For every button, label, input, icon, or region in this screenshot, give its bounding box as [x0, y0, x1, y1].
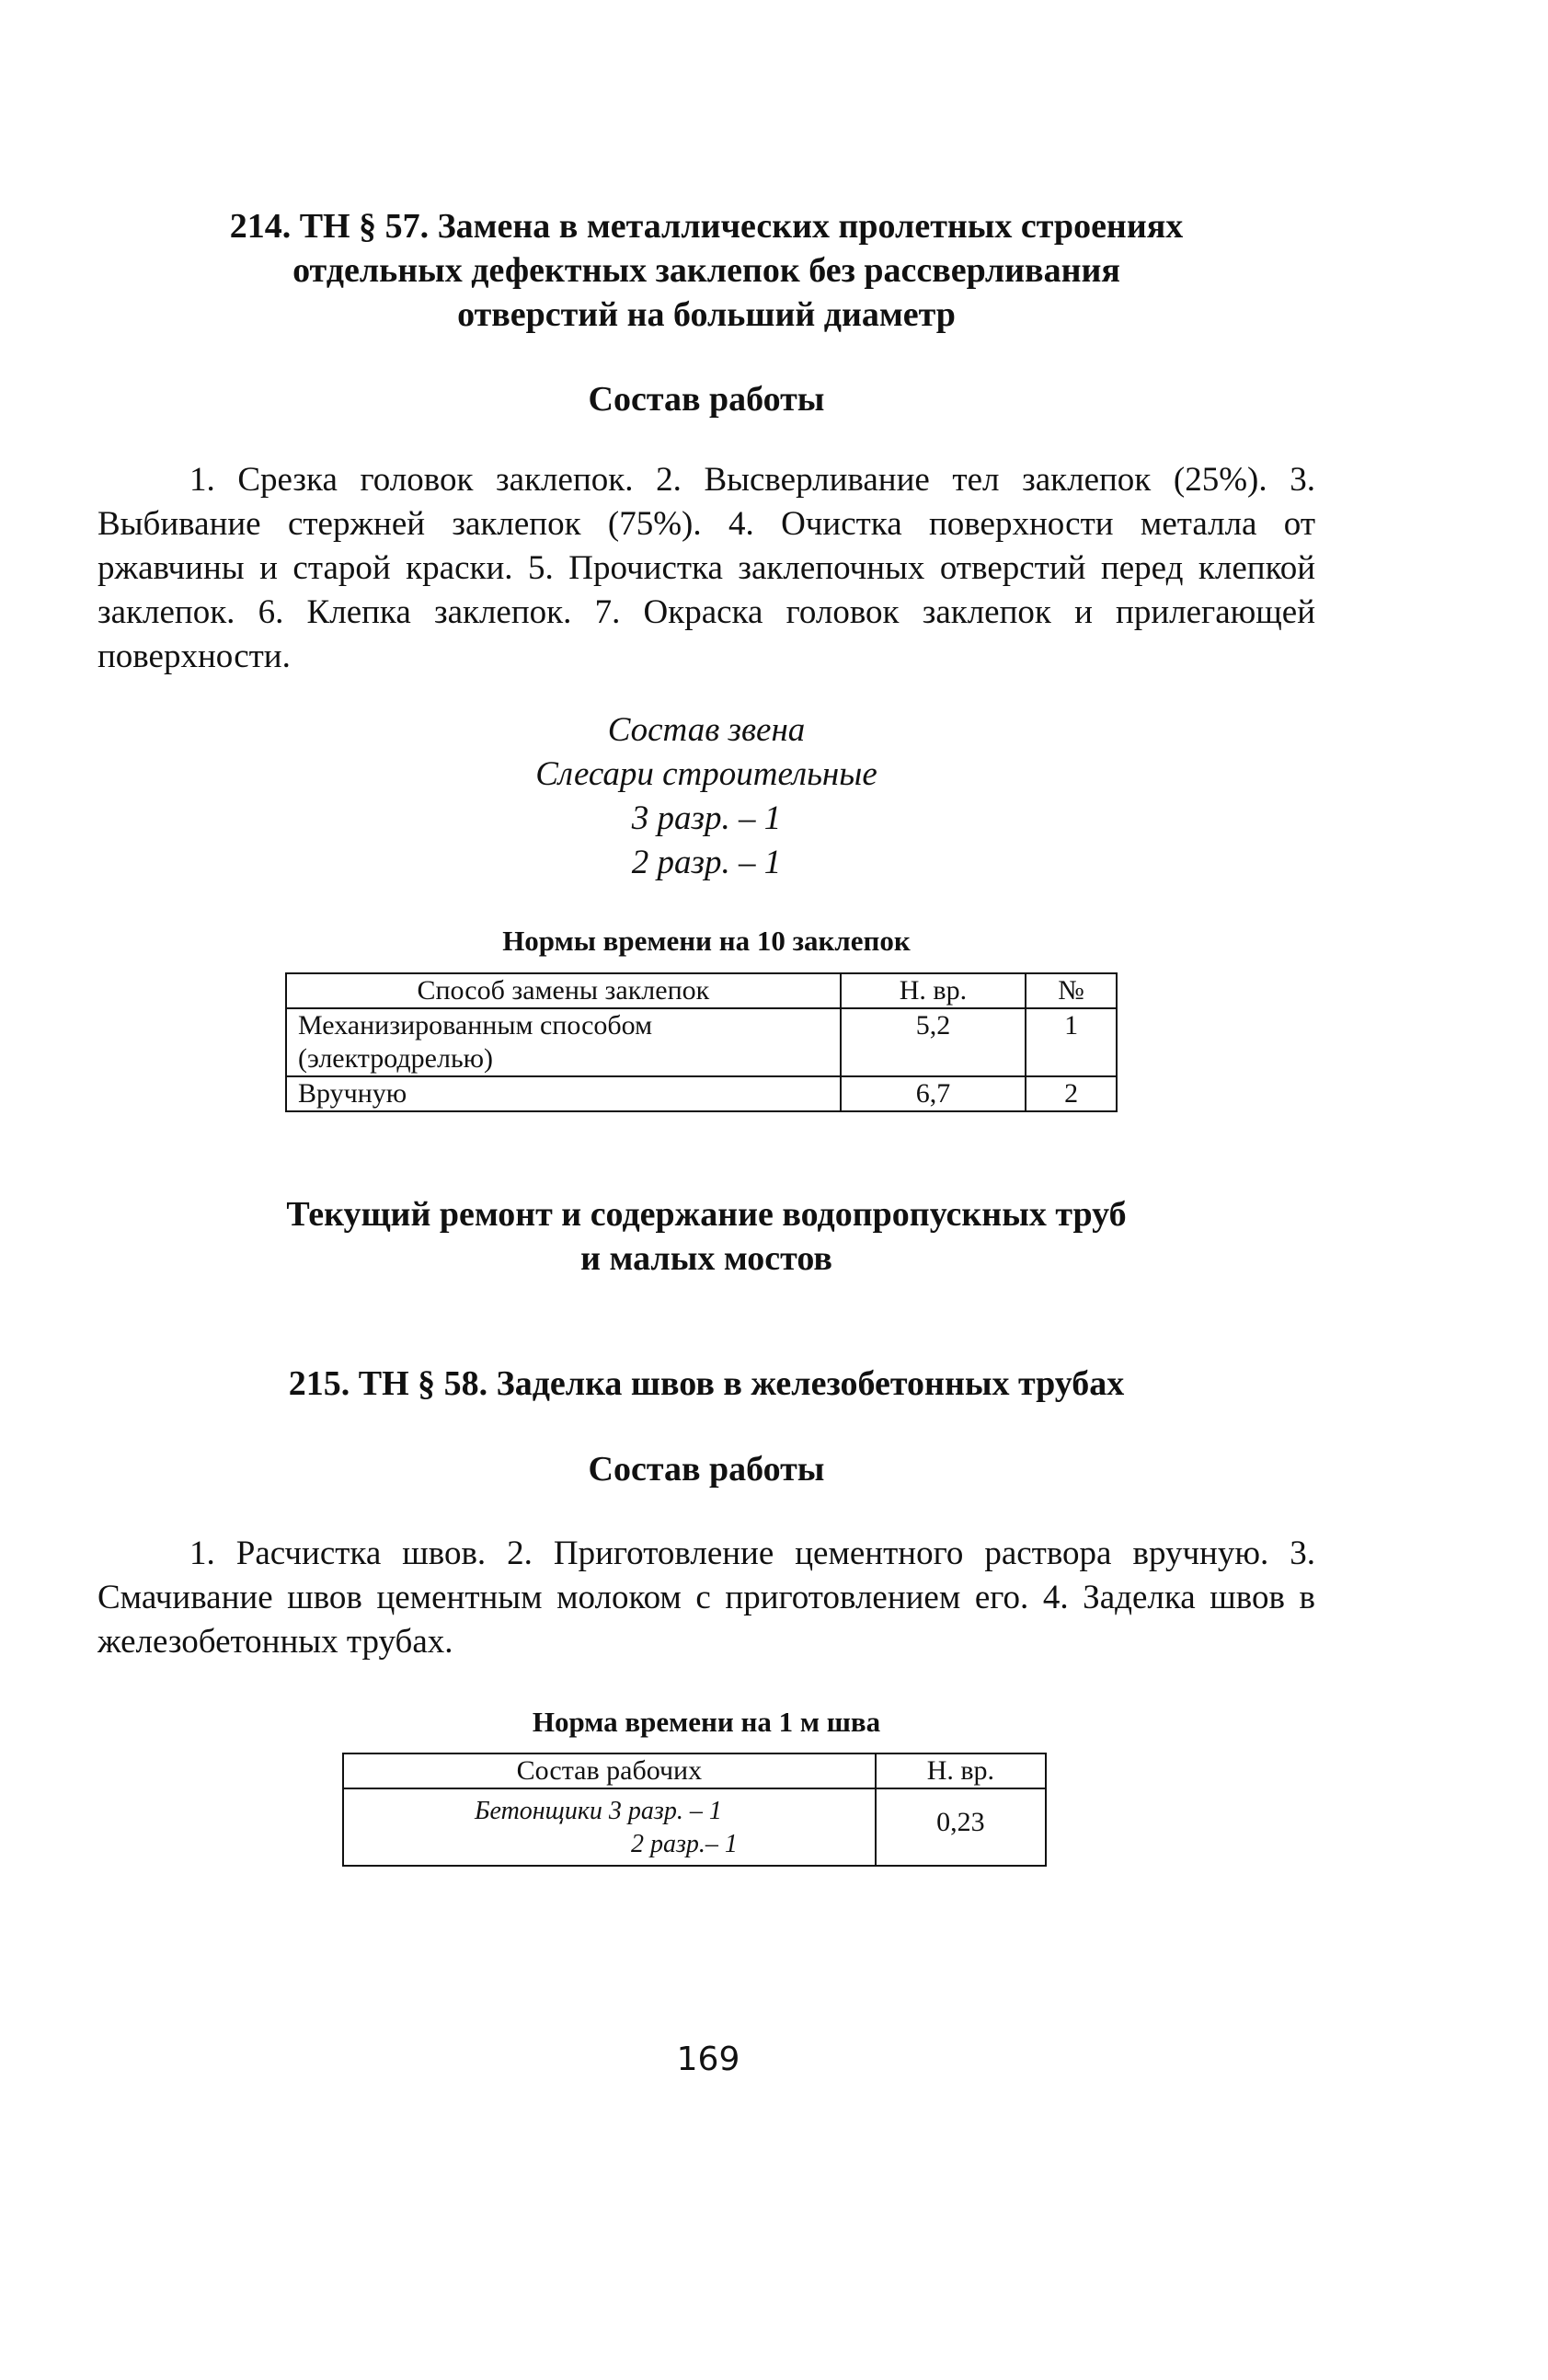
chapter-heading [99, 1192, 1313, 1281]
section-214-table-caption-wrap [99, 923, 1313, 960]
section-215-norms-table [342, 1753, 1047, 1867]
cell-number: 1 [1026, 1008, 1117, 1076]
crew-profession: Слесари строительные [535, 755, 877, 793]
section-215-title: 215. ТН § 58. Заделка швов в железобетонных трубах [288, 1364, 1125, 1403]
section-214-work-text-body: 1. Срезка головок заклепок. 2. Высверливание тел заклепок (25%). 3. Выбивание стержней заклепок (75%). 4. Очистка поверхности металла от ржавчины и старой краски. 5. Прочистка заклепочных отверстий перед клепкой заклепок. 6. Клепка заклепок. 7. Окраска головок заклепок и прилегающей поверхности. [97, 461, 1315, 675]
table-header-row [286, 973, 1117, 1008]
section-215-work-text-body: 1. Расчистка швов. 2. Приготовление цементного раствора вручную. 3. Смачивание швов цементным молоком с приготовлением его. 4. Заделка швов в железобетонных трубах. [97, 1535, 1315, 1661]
section-214-title-line-1: 214. ТН § 57. Замена в металлических пролетных строениях [229, 207, 1184, 246]
section-215-work-text [97, 1532, 1315, 1664]
table-row [343, 1788, 1046, 1866]
table-header-row [343, 1753, 1046, 1788]
section-214-work-heading: Состав работы [588, 380, 825, 419]
table-row [286, 1008, 1117, 1076]
header-number: № [1026, 973, 1117, 1008]
section-215-title-wrap [99, 1362, 1313, 1406]
table-row [286, 1076, 1117, 1111]
section-215-work-heading-wrap [99, 1447, 1313, 1491]
workers-line-2: 2 разр.– 1 [631, 1830, 738, 1858]
section-215-table-caption-wrap [99, 1704, 1313, 1741]
cell-method: Вручную [286, 1076, 841, 1111]
chapter-heading-line-1: Текущий ремонт и содержание водопропускных труб [286, 1195, 1127, 1234]
section-214-norms-table [285, 972, 1118, 1112]
crew-heading: Состав звена [607, 711, 806, 749]
section-214-work-text [97, 458, 1315, 679]
section-214-title-line-2: отдельных дефектных заклепок без рассверливания [292, 251, 1120, 290]
section-215-work-heading: Состав работы [588, 1450, 825, 1489]
cell-norm: 5,2 [841, 1008, 1026, 1076]
header-method: Способ замены заклепок [286, 973, 841, 1008]
crew-grade-2: 2 разр. – 1 [631, 844, 782, 881]
section-215-work-text-wrap [97, 1532, 1315, 1664]
workers-line-1: Бетонщики 3 разр. – 1 [475, 1797, 722, 1825]
cell-workers [343, 1788, 876, 1866]
section-214-crew [99, 708, 1313, 885]
section-214-title-line-3: отверстий на больший диаметр [457, 295, 956, 334]
cell-norm: 6,7 [841, 1076, 1026, 1111]
header-norm: Н. вр. [841, 973, 1026, 1008]
cell-norm: 0,23 [876, 1788, 1046, 1866]
section-214-table-caption: Нормы времени на 10 заклепок [502, 925, 911, 957]
section-214-work-heading-wrap [99, 377, 1313, 421]
page-number: 169 [676, 2041, 740, 2078]
section-215-table-caption: Норма времени на 1 м шва [532, 1706, 881, 1738]
cell-number: 2 [1026, 1076, 1117, 1111]
crew-grade-3: 3 разр. – 1 [631, 799, 782, 837]
section-214-work-text-wrap [97, 458, 1315, 679]
section-214-title [99, 204, 1313, 337]
header-norm: Н. вр. [876, 1753, 1046, 1788]
cell-method: Механизированным способом (электродрелью) [286, 1008, 841, 1076]
header-workers: Состав рабочих [343, 1753, 876, 1788]
chapter-heading-line-2: и малых мостов [580, 1239, 832, 1278]
